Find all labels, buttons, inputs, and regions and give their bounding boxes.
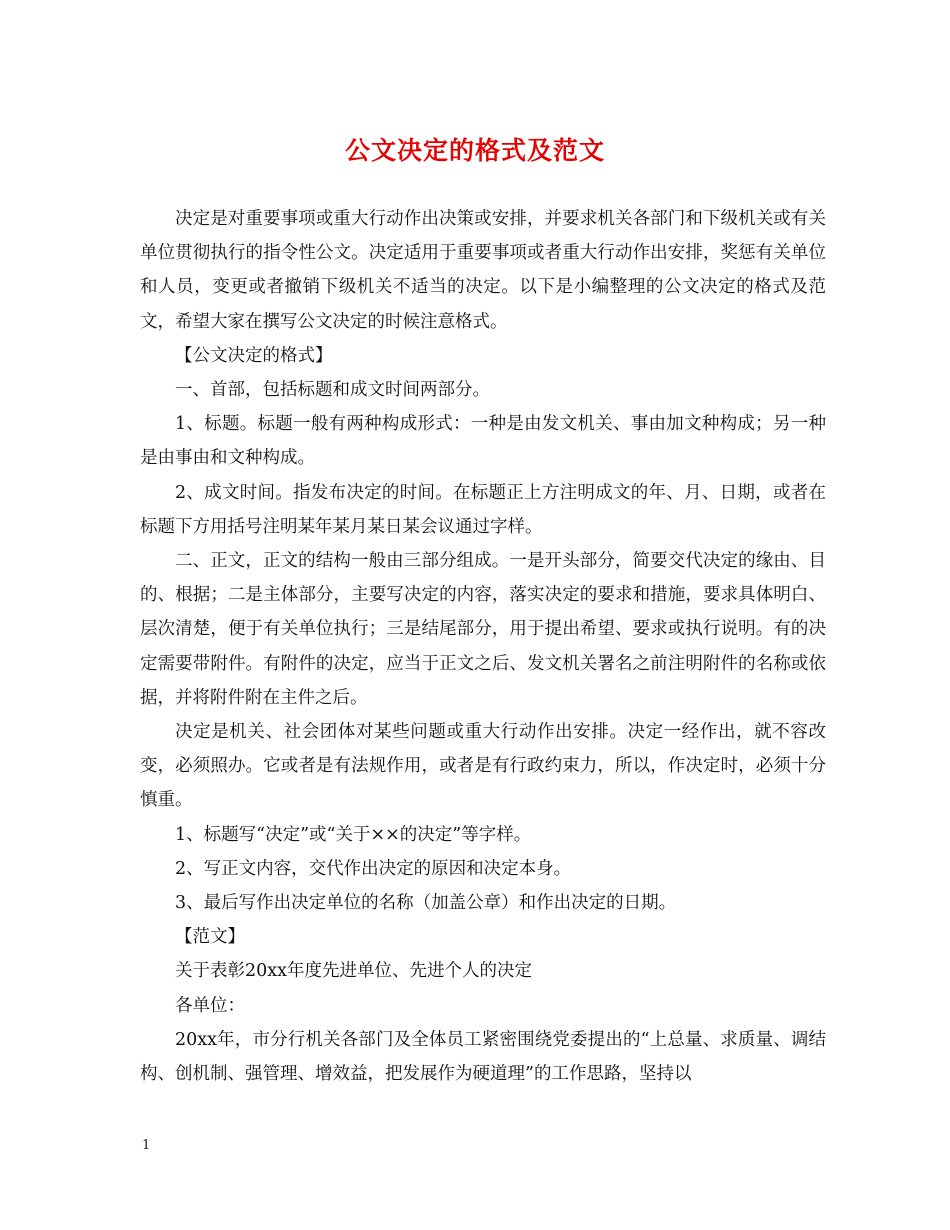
paragraph-decision-nature: 决定是机关、社会团体对某些问题或重大行动作出安排。决定一经作出，就不容改变，必须照办。它或者是有法规作用，或者是有行政约束力，所以，作决定时，必须十分慎重。 xyxy=(140,722,826,811)
section-heading-sample: 【范文】 xyxy=(175,927,245,948)
sample-title: 关于表彰20xx年度先进单位、先进个人的决定 xyxy=(175,961,533,982)
sample-body-paragraph: 20xx年，市分行机关各部门及全体员工紧密围绕党委提出的“上总量、求质量、调结构、创机制、强管理、增效益，把发展作为硬道理”的工作思路，坚持以 xyxy=(140,1029,826,1085)
intro-paragraph: 决定是对重要事项或重大行动作出决策或安排，并要求机关各部门和下级机关或有关单位贯彻执行的指令性公文。决定适用于重要事项或者重大行动作出安排，奖惩有关单位和人员，变更或者撤销下级机关不适当的决定。以下是小编整理的公文决定的格式及范文，希望大家在撰写公文决定的时候注意格式。 xyxy=(140,209,826,332)
list-item: 1、标题写“决定”或“关于××的决定”等字样。 xyxy=(175,824,532,845)
document-title: 公文决定的格式及范文 xyxy=(344,136,605,165)
paragraph-title-item: 1、标题。标题一般有两种构成形式：一种是由发文机关、事由加文种构成；另一种是由事由和文种构成。 xyxy=(140,414,826,469)
list-item: 3、最后写作出决定单位的名称（加盖公章）和作出决定的日期。 xyxy=(175,893,677,914)
paragraph-body-structure: 二、正文，正文的结构一般由三部分组成。一是开头部分，简要交代决定的缘由、目的、根据；二是主体部分，主要写决定的内容，落实决定的要求和措施，要求具体明白、层次清楚，便于有关单位执行；三是结尾部分，用于提出希望、要求或执行说明。有的决定需要带附件。有附件的决定，应当于正文之后、发文机关署名之前注明附件的名称或依据，并将附件附在主件之后。 xyxy=(140,551,826,708)
section-heading-format: 【公文决定的格式】 xyxy=(175,345,333,366)
page-number: 1 xyxy=(142,1138,151,1153)
paragraph-date-item: 2、成文时间。指发布决定的时间。在标题正上方注明成文的年、月、日期，或者在标题下方用括号注明某年某月某日某会议通过字样。 xyxy=(140,482,826,537)
sample-salutation: 各单位： xyxy=(175,995,245,1016)
list-item: 2、写正文内容，交代作出决定的原因和决定本身。 xyxy=(175,858,572,879)
paragraph-header-part: 一、首部，包括标题和成文时间两部分。 xyxy=(175,380,490,401)
document-body xyxy=(140,202,826,1091)
